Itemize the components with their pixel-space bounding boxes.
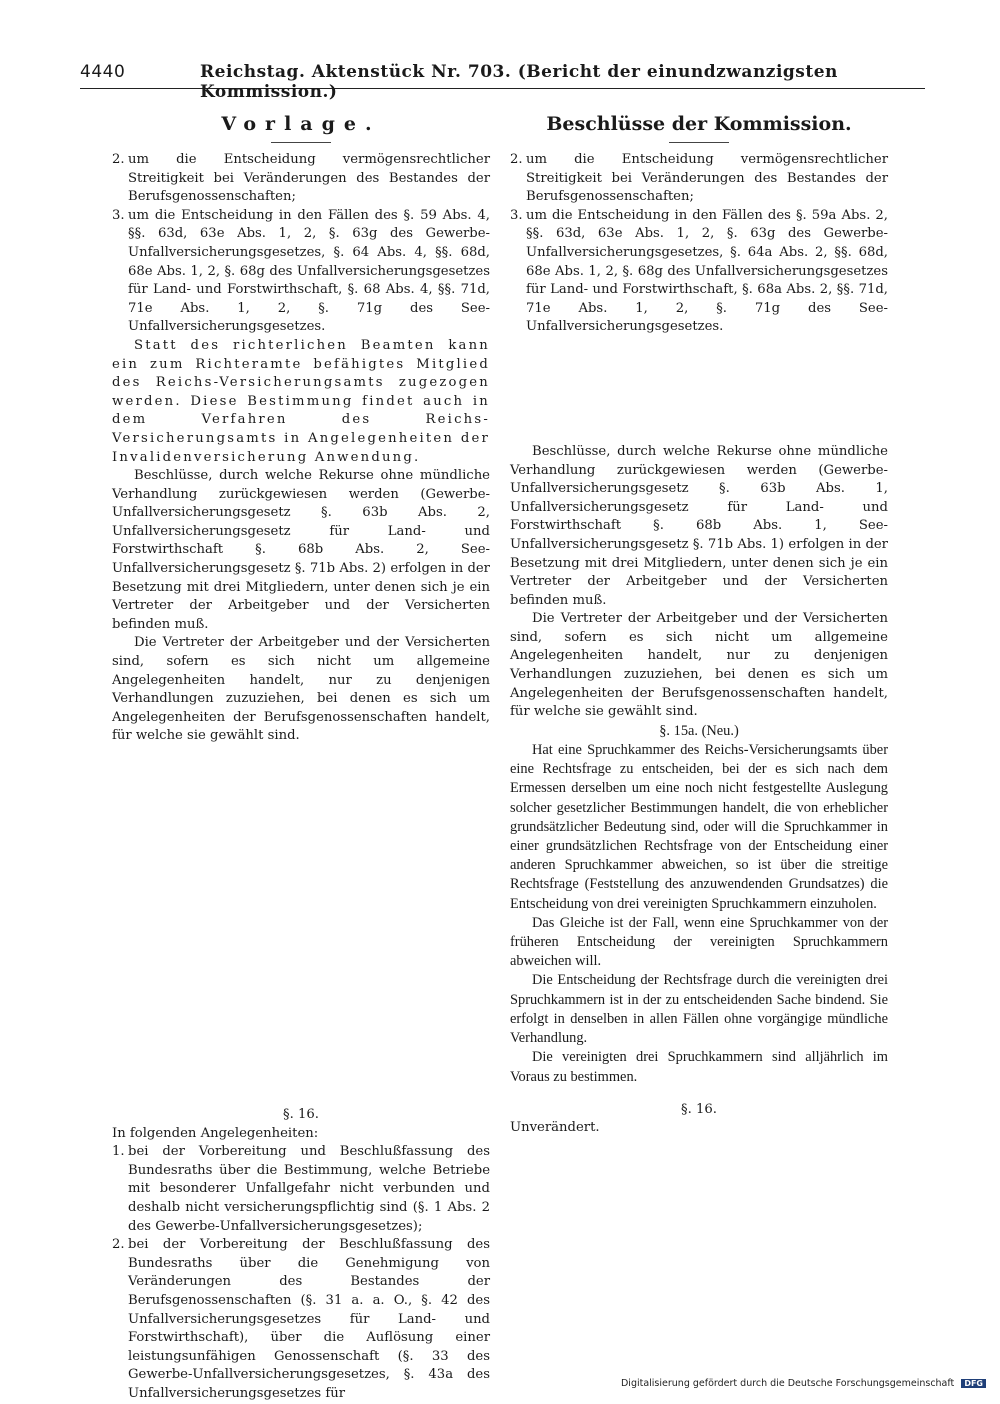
item-text: bei der Vorbereitung und Beschlußfassung des Bundesraths über die Bestimmung, welche Betriebe mit besonderer Unfallgefahr nicht verbunden und deshalb nicht versicherungspflichtig sind (§. 1 Abs. 2 des Gewerbe-Unfallversicherungsgesetzes); xyxy=(128,1144,490,1234)
paragraph-rekurse: Beschlüsse, durch welche Rekurse ohne mündliche Verhandlung zurückgewiesen werden (Gewerbe-Unfallversicherungsgesetz §. 63b Abs. 1, Unfallversicherungsgesetz für Land- und Forstwirthschaft §. 68b Abs. 1, See-Unfallversicherungsgesetz §. 71b Abs. 1) erfolgen in der Besetzung mit drei Mitgliedern, unter denen sich je ein Vertreter der Arbeitgeber und der Versicherten befinden muß. xyxy=(510,443,888,608)
dfg-logo: DFG xyxy=(961,1379,986,1388)
item-text: um die Entscheidung in den Fällen des §. 59 Abs. 4, §§. 63d, 63e Abs. 1, 2, §. 63g des Gewerbe-Unfallversicherungsgesetzes, §. 64 Abs. 4, §§. 68d, 68e Abs. 1, 2, §. 68g des Unfallversicherungsgesetzes für Land- und Forstwirthschaft, §. 68 Abs. 4, §§. 71d, 71e Abs. 1, 2, §. 71g des See-Unfallversicherungsgesetzes. xyxy=(128,207,490,335)
section-15a-paragraph: Hat eine Spruchkammer des Reichs-Versicherungsamts über eine Rechtsfrage zu entscheiden, bei der es sich nach dem Ermessen derselben um eine noch nicht festgestellte Auslegung solcher gesetzlicher Bestimmungen handelt, die von erheblicher grundsätzlicher Bedeutung sind, oder will die Spruchkammer in einer grundsätzlichen Rechtsfrage von der Entscheidung einer anderen Spruchkammer abweichen, so ist über die streitige Rechtsfrage (Feststellung des anzuwendenden Grundsatzes) die Entscheidung von drei vereinigten Spruchkammern einzuholen. xyxy=(510,742,888,912)
column-beschluesse xyxy=(510,112,888,1138)
list-item xyxy=(112,1143,490,1236)
running-title: Reichstag. Aktenstück Nr. 703. (Bericht der einundzwanzigsten Kommission.) xyxy=(200,62,838,102)
list-item xyxy=(112,151,490,207)
spacer xyxy=(510,1087,888,1101)
item-number: 2. xyxy=(510,152,523,167)
section-16-heading: §. 16. xyxy=(681,1101,717,1117)
item-number: 1. xyxy=(112,1144,125,1160)
item-number: 3. xyxy=(112,207,125,223)
section-15a-paragraph: Die vereinigten drei Spruchkammern sind alljährlich im Voraus zu bestimmen. xyxy=(510,1049,888,1085)
column-vorlage xyxy=(112,112,490,1404)
section-15a-paragraph: Das Gleiche ist der Fall, wenn eine Spruchkammer von der früheren Entscheidung der vereinigten Spruchkammern abweichen will. xyxy=(510,914,888,970)
item-number: 3. xyxy=(510,207,523,223)
paragraph-vertreter: Die Vertreter der Arbeitgeber und der Versicherten sind, sofern es sich nicht um allgemeine Angelegenheiten handelt, nur zu denjenigen Verhandlungen zuzuziehen, bei denen es sich um Angelegenheiten der Berufsgenossenschaften handelt, für welche sie gewählt sind. xyxy=(112,635,490,744)
section-15a-paragraph: Die Entscheidung der Rechtsfrage durch die vereinigten drei Spruchkammern ist in der zu entscheidenden Sache bindend. Sie erfolgt in denselben in allen Fällen ohne vorgängige mündliche Verhandlung. xyxy=(510,972,888,1047)
paragraph-vertreter: Die Vertreter der Arbeitgeber und der Versicherten sind, sofern es sich nicht um allgemeine Angelegenheiten handelt, nur zu denjenigen Verhandlungen zuzuziehen, bei denen es sich um Angelegenheiten der Berufsgenossenschaften handelt, für welche sie gewählt sind. xyxy=(510,611,888,720)
item-text: um die Entscheidung vermögensrechtlicher Streitigkeit bei Veränderungen des Bestandes der Berufsgenossenschaften; xyxy=(526,152,888,205)
item-text: um die Entscheidung in den Fällen des §. 59a Abs. 2, §§. 63d, 63e Abs. 1, 2, §. 63g des Gewerbe-Unfallversicherungsgesetzes, §. 64a Abs. 2, §§. 68d, 68e Abs. 1, 2, §. 68g des Unfallversicherungsgesetzes für Land- und Forstwirthschaft, §. 68a Abs. 2, §§. 71d, 71e Abs. 1, 2, §. 71g des See-Unfallversicherungsgesetzes. xyxy=(526,207,888,335)
item-number: 2. xyxy=(112,152,125,167)
spacer xyxy=(510,337,888,443)
page-number: 4440 xyxy=(80,62,126,82)
section-16-intro: In folgenden Angelegenheiten: xyxy=(112,1125,319,1141)
list-item xyxy=(510,207,888,337)
list-item xyxy=(510,151,888,207)
title-rule xyxy=(669,142,729,143)
section-16-heading: §. 16. xyxy=(283,1107,319,1122)
page-header xyxy=(80,60,925,102)
item-text: um die Entscheidung vermögensrechtlicher Streitigkeit bei Veränderungen des Bestandes der Berufsgenossenschaften; xyxy=(128,152,490,205)
column-title-vorlage: Vorlage. xyxy=(221,113,381,135)
paragraph-rekurse: Beschlüsse, durch welche Rekurse ohne mündliche Verhandlung zurückgewiesen werden (Gewerbe-Unfallversicherungsgesetz §. 63b Abs. 2, Unfallversicherungsgesetz für Land- und Forstwirthschaft §. 68b Abs. 2, See-Unfallversicherungsgesetz §. 71b Abs. 2) erfolgen in der Besetzung mit drei Mitgliedern, unter denen sich je ein Vertreter der Arbeitgeber und der Versicherten befinden muß. xyxy=(112,468,490,632)
paragraph-judge: Statt des richterlichen Beamten kann ein zum Richteramte befähigtes Mitglied des Reichs-Versicherungsamts zugezogen werden. Diese Bestimmung findet auch in dem Verfahren des Reichs-Versicherungsamts in Angelegenheiten der Invalidenversicherung Anwendung. xyxy=(112,337,490,465)
section-16-unchanged: Unverändert. xyxy=(510,1120,600,1136)
section-15a-heading: §. 15a. (Neu.) xyxy=(659,722,739,739)
digitization-stamp xyxy=(621,1378,986,1389)
title-rule xyxy=(271,142,331,143)
spacer xyxy=(112,746,490,1106)
stamp-text: Digitalisierung gefördert durch die Deutsche Forschungsgemeinschaft xyxy=(620,1378,955,1389)
list-item xyxy=(112,207,490,337)
item-number: 2. xyxy=(112,1237,125,1253)
item-text: bei der Vorbereitung der Beschlußfassung des Bundesraths über die Genehmigung von Veränderungen des Bestandes der Berufsgenossenschaften (§. 31 a. a. O., §. 42 des Unfallversicherungsgesetzes für Land- und Forstwirthschaft), über die Auflösung einer leistungsunfähigen Genossenschaft (§. 33 des Gewerbe-Unfallversicherungsgesetzes, §. 43a des Unfallversicherungsgesetzes für xyxy=(128,1237,490,1401)
list-item xyxy=(112,1236,490,1403)
column-title-beschluesse: Beschlüsse der Kommission. xyxy=(546,113,852,135)
